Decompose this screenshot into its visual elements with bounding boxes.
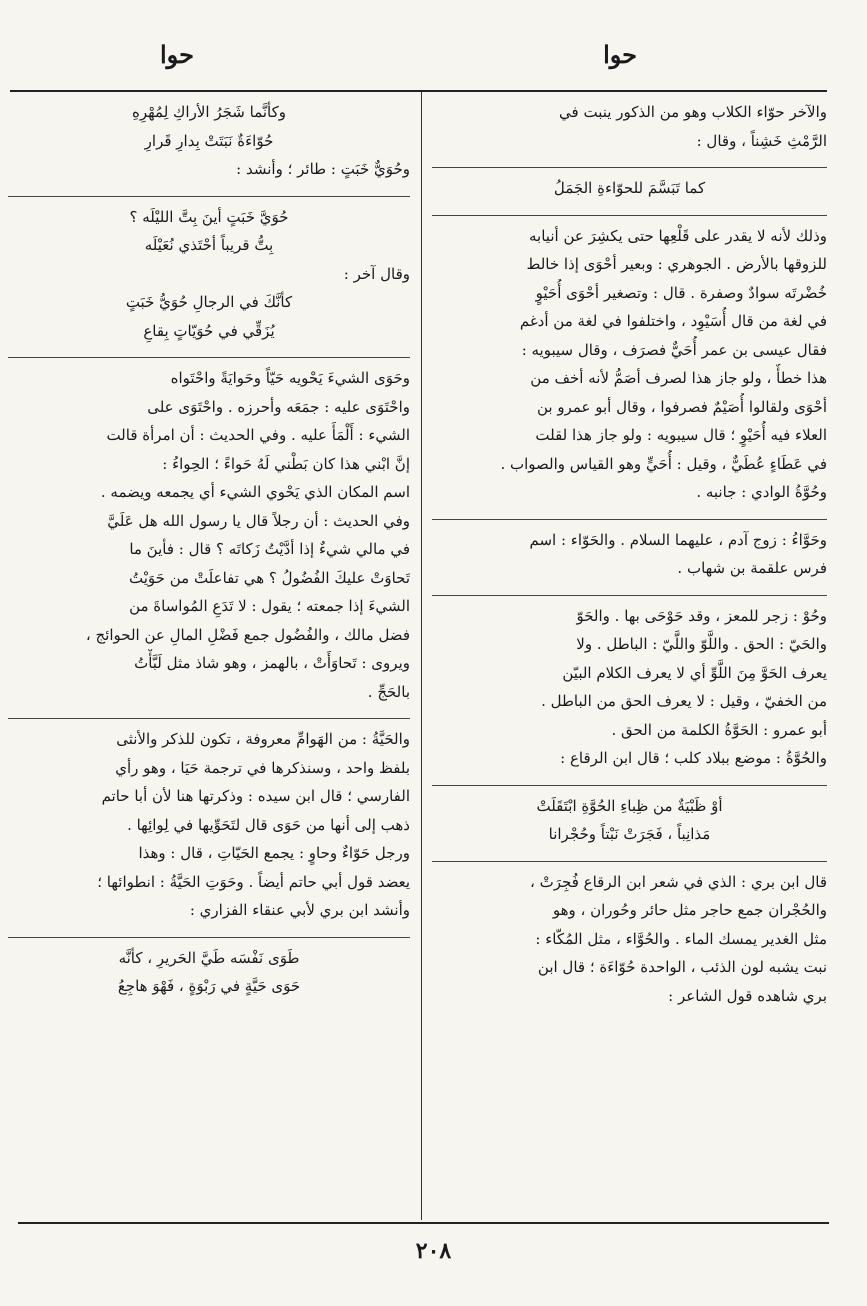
text-line: والحَيَّةُ : من الهَوامِّ معروفة ، تكون للذكر والأنثى — [116, 730, 410, 748]
verse-line: طَوَى نَفْسَه طَيَّ الحَريرِ ، كأنَّه — [118, 948, 300, 967]
text-line: وأنشد ابن بري لأبي عنقاء الفزاري : — [189, 901, 410, 919]
text-line: الشيء : أَلْمَأَ عليه . وفي الحديث : أن امرأة قالت — [106, 426, 410, 444]
text-line: اسم المكان الذي يَحْوي الشيء أي يجمعه ويضمه . — [100, 483, 410, 501]
spacer — [8, 925, 410, 938]
text-line: بري شاهده قول الشاعر : — [668, 986, 827, 1005]
text-line: بالحَجِّ . — [367, 682, 410, 701]
text-line: الشيءَ إذا جمعته ؛ يقول : لا تَدَعِ المُواساةَ من — [129, 597, 410, 615]
verse-line: وكأنَّما شَجَرُ الأراكِ لِمُهْرِهِ — [132, 103, 286, 121]
text-line: وحُوَيٌّ خَبَتٍ : طائر ؛ وأنشد : — [236, 160, 410, 178]
verse-line: يُزَقِّي في حُوَيّاتٍ بِقاعِ — [143, 321, 275, 340]
text-line: والحُوَّةُ : موضع ببلاد كلب ؛ قال ابن الرقاع : — [560, 749, 827, 767]
verse-line: حُوَيَّ خَبَتٍ أينَ بِتَّ الليْلَه ؟ — [129, 207, 289, 226]
verse-line: كأنَّكَ في الرجالِ حُوَيُّ خَبَتٍ — [125, 293, 293, 311]
text-line: وحُوْ : زجر للمعز ، وقد حَوْحَى بها . والحَوّ — [576, 606, 827, 625]
column-divider — [421, 92, 422, 1220]
spacer — [8, 184, 410, 197]
text-line: فضل مالك ، والفُضُول جمع فَضْلِ المالِ عن الحوائج ، — [85, 625, 410, 644]
text-line: للزوقها بالأرض . الجوهري : وبعير أحْوَى إذا خالط — [526, 255, 827, 273]
spacer — [8, 706, 410, 719]
text-line: نبت يشبه لون الذئب ، الواحدة حُوّاءَة ؛ قال ابن — [537, 958, 827, 976]
text-line: والحَيّ : الحق . واللَّوّ واللَّيّ : الباطل . ولا — [576, 635, 827, 653]
text-line: قال ابن بري : الذي في شعر ابن الرقاع فُجِرَتْ ، — [530, 872, 827, 891]
spacer — [432, 507, 827, 520]
text-line: يعرف الحَوَّ مِنَ اللَّوِّ أي لا يعرف الكلام البيّن — [562, 663, 827, 682]
text-line: وقال آخر : — [343, 264, 410, 283]
text-line: خُضْرتَه سوادٌ وصفرة . قال : وتصغير أحْوَى أُحَيْوٍ — [535, 283, 827, 302]
text-line: في لغة من قال أُسَيْوِد ، واختلفوا في لغة من أدغم — [519, 312, 827, 330]
text-line: وحُوَّةُ الوادي : جانبه . — [696, 483, 827, 501]
text-line: والحُجْران جمع حاجر مثل حائر وحُوران ، وهو — [552, 901, 827, 919]
spacer — [432, 155, 827, 168]
running-header-right: حوا — [603, 40, 637, 69]
text-line: في عَطَاءٍ عُطَيٌّ ، وقيل : أُحَيٍّ وهو القياس والصواب . — [500, 454, 827, 473]
verse-line: حَوَى حَيَّةٍ في رَبْوَةٍ ، فَهْوَ هاجِعُ — [117, 977, 301, 995]
spacer — [432, 203, 827, 216]
text-line: فرس علقمة بن شهاب . — [677, 559, 827, 577]
page-number: ٢٠٨ — [415, 1238, 452, 1264]
right-column — [432, 98, 827, 1218]
verse-line: مَذانِباً ، فَجَرَتْ نَبْتاً وحُجْرانا — [548, 825, 711, 843]
text-line: فقال عيسى بن عمر أُحَيٌّ فصرَف ، وقال سيبويه : — [521, 340, 827, 359]
text-line: وحَوَّاءُ : زوج آدم ، عليهما السلام . والحَوّاء : اسم — [529, 530, 827, 549]
text-line: أحْوَى ولقالوا أُصَيْمٌ فصرفوا ، وقال أبو عمرو بن — [536, 397, 827, 416]
spacer — [432, 849, 827, 862]
text-line: والآخر حوّاء الكلاب وهو من الذكور ينبت في — [559, 103, 827, 121]
text-line: الفارسي ؛ قال ابن سيده : وذكرتها هنا لأن أبا حاتم — [101, 787, 410, 805]
header-rule — [10, 90, 827, 92]
text-line: العلاء فيه أُحَيْوٍ ؛ قال سيبويه : ولو جاز هذا لقلت — [535, 426, 827, 444]
text-line: وذلك لأنه لا يقدر على قَلْعِها حتى يكشِرَ عن أنيابه — [529, 226, 827, 245]
text-line: ورجل حَوّاءٌ وحاوٍ : يجمع الحَيّاتِ ، قال : وهذا — [138, 844, 410, 862]
text-line: يعضد قول أبي حاتم أيضاً . وحَوَتِ الحَيَّةُ : انطوائها ؛ — [97, 872, 410, 891]
text-line: أبو عمرو : الحَوَّةُ الكلمة من الحق . — [611, 720, 827, 739]
text-line: هذا خطأٌ ، ولو جاز هذا لصرف أصَمُّ لأنه أخف من — [530, 369, 827, 387]
spacer — [432, 583, 827, 596]
text-line: بلفظ واحد ، وسنذكرها في ترجمة حَيَا ، وهو رأي — [115, 758, 410, 777]
spacer — [8, 345, 410, 358]
text-line: واحْتَوَى عليه : جمَعَه وأحرزه . واحْتَوَى على — [147, 397, 410, 416]
text-line: وفي الحديث : أن رجلاً قال يا رسول الله هل عَلَيَّ — [107, 511, 410, 530]
text-line: وحَوَى الشيءَ يَحْويه حَيّاً وحَوايَةً واحْتَواه — [170, 369, 410, 387]
footer-rule — [18, 1222, 829, 1224]
text-line: الرَّمْثِ خَشِناً ، وقال : — [696, 131, 827, 150]
text-line: تَحاوَتْ عليكَ الفُضُولُ ؟ هي تفاعلَتْ من حَوَيْتُ — [129, 568, 410, 587]
text-line: في مالي شيءٌ إذا أدَّيْتُ زَكاتَه ؟ قال : فأينَ ما — [129, 540, 410, 558]
spacer — [432, 773, 827, 786]
text-line: مثل الغدير يمسك الماء . والحُوَّاء ، مثل المُكّاء : — [535, 929, 827, 948]
verse-line: أوْ ظَبْيَةٌ من ظِباءِ الحُوَّةِ ابْتَقَلَتْ — [536, 796, 723, 815]
left-column — [8, 98, 410, 1218]
text-line: ويروى : تَحاوَأَتْ ، بالهمز ، وهو شاذ مثل لَبَّأْتُ — [134, 654, 410, 672]
text-line: إنَّ ابْني هذا كان بَطْني لَهُ حَواءً ؛ الحِواءُ : — [162, 454, 410, 473]
running-header-left: حوا — [160, 40, 194, 69]
verse-line: حُوّاءَةٌ نَبَتَتْ بِدارِ قَرارِ — [144, 131, 274, 150]
text-line: من الخفيّ ، وقيل : لا يعرف الحق من الباطل . — [541, 692, 827, 710]
verse-line: بِتُّ قريباً أحْتَذي نُعَيْلَه — [144, 236, 274, 254]
text-line: ذهب إلى أنها من حَوَى قال لتَحَوِّيها في لِوائِها . — [127, 815, 410, 834]
verse-line: كما تَبَسَّمَ للحوّاءةِ الجَمَلُ — [553, 179, 706, 197]
